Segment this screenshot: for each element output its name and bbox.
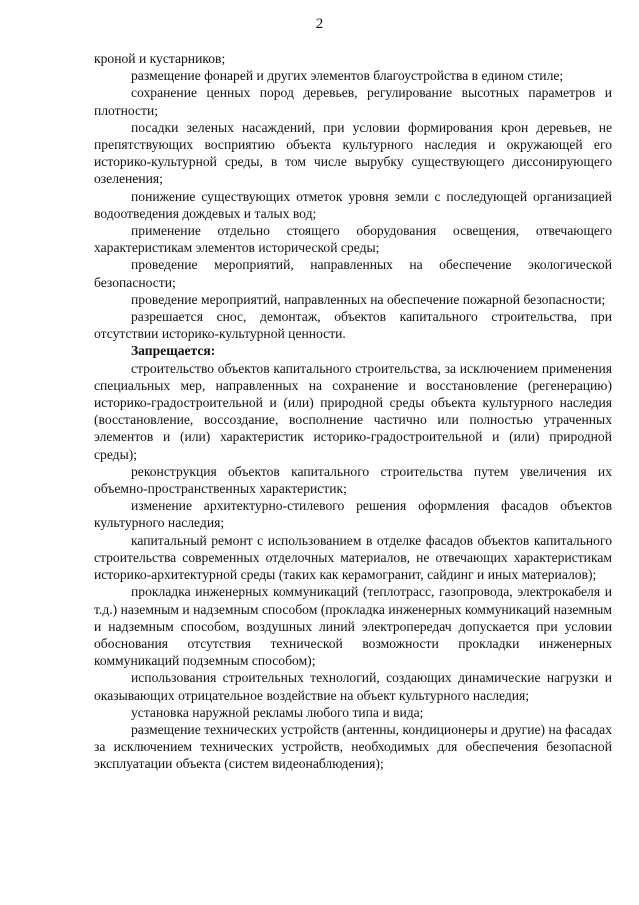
paragraph: понижение существующих отметок уровня земли с последующей организацией водоотведения дождевых и талых вод; (94, 188, 612, 221)
page-number: 2 (315, 16, 324, 32)
prohibited-paragraph: установка наружной рекламы любого типа и вида; (131, 704, 424, 720)
prohibited-paragraph: прокладка инженерных коммуникаций (теплотрасс, газопровода, электрокабеля и т.д.) наземным и надземным способом (прокладка инженерных коммуникаций наземным и надземным способом, воздушных линий электропередач допускается при условии обоснования отсутствия технической возможности прокладки инженерных коммуникаций подземным способом); (94, 584, 612, 669)
prohibited-paragraph: изменение архитектурно-стилевого решения оформления фасадов объектов культурного наследия; (94, 498, 612, 531)
prohibited-paragraph: капитальный ремонт с использованием в отделке фасадов объектов капитального строительства современных отделочных материалов, не отвечающих характеристикам историко-архитектурной среды (таких как керамогранит, сайдинг и иных материалов); (94, 532, 612, 583)
prohibited-paragraph: строительство объектов капитального строительства, за исключением применения специальных мер, направленных на сохранение и восстановление (регенерацию) историко-градостроительной и (или) природной среды объекта культурного наследия (восстановление, воссоздание, восполнение частично или полностью утраченных элементов и (или) характеристик историко-градостроительной и (или) природной среды); (94, 360, 612, 462)
prohibited-paragraph: реконструкция объектов капитального строительства путем увеличения их объемно-пространственных характеристик; (94, 463, 612, 497)
paragraph: кроной и кустарников; (94, 51, 226, 66)
paragraph: размещение фонарей и других элементов благоустройства в едином стиле; (131, 68, 564, 84)
prohibited-paragraph: использования строительных технологий, создающих динамические нагрузки и оказывающих отрицательное воздействие на объект культурного наследия; (94, 670, 612, 703)
prohibited-paragraph: размещение технических устройств (антенны, кондиционеры и другие) на фасадах за исключением технических устройств, необходимых для обеспечения безопасной эксплуатации объекта (систем видеонаблюдения); (94, 721, 612, 772)
section-heading-prohibited: Запрещается: (131, 343, 216, 359)
document-body (94, 50, 612, 773)
paragraph: применение отдельно стоящего оборудования освещения, отвечающего характеристикам элементов исторической среды; (94, 223, 612, 256)
paragraph: сохранение ценных пород деревьев, регулирование высотных параметров и плотности; (94, 85, 612, 118)
paragraph: проведение мероприятий, направленных на обеспечение пожарной безопасности; (131, 291, 606, 307)
paragraph: проведение мероприятий, направленных на обеспечение экологической безопасности; (94, 257, 612, 290)
paragraph: разрешается снос, демонтаж, объектов капитального строительства, при отсутствии историко-культурной ценности. (94, 309, 612, 342)
paragraph: посадки зеленых насаждений, при условии формирования крон деревьев, не препятствующих восприятию объекта культурного наследия и окружающей его историко-культурной среды, в том числе вырубку существующего диссонирующего озеленения; (94, 119, 612, 187)
